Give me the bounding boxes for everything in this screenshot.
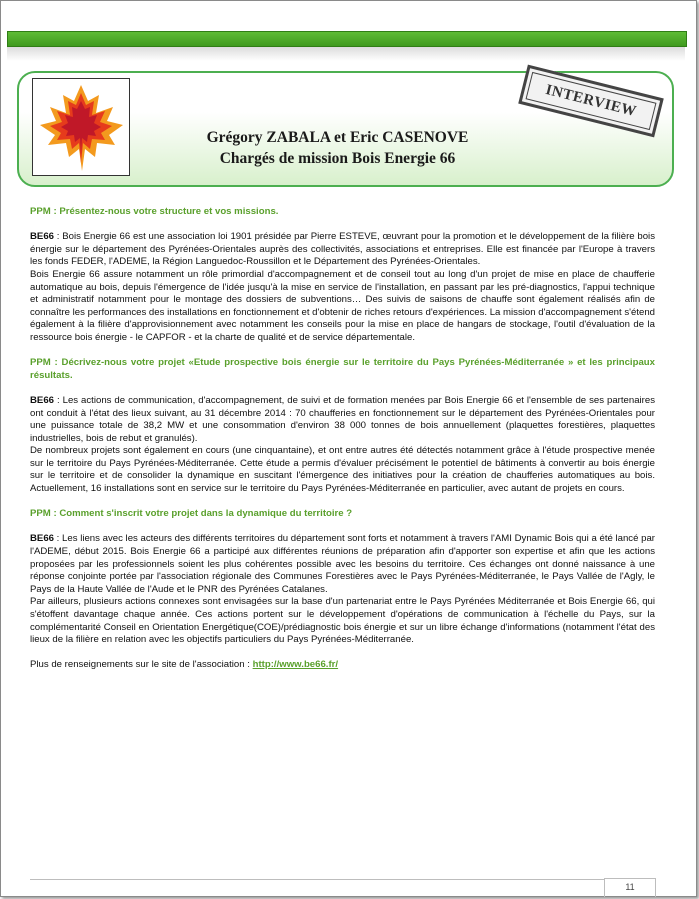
speaker-label: BE66 — [30, 394, 54, 406]
answer-text: Bois Energie 66 assure notamment un rôle primordial d'accompagnement et de conseil tout au long d'un projet de mise en place de chaufferie automatique au bois, depuis l'émergence de l'idée jusqu'à la mise en service de l'installation, en passant par les pré-diagnostics, l'appui technique et administratif notamment pour le montage des dossiers de subventions… Des suivis de saisons de chauffe sont également réalisés afin de connaître les performances des installations en fonctionnement et d'obtenir de riches retours d'expériences. La mission d'accompagnement s'étend également à la filière d'approvisionnement avec notamment les conseils pour la mise en place de hangars de stockage, l'outil d'évaluation de la ressource bois énergie - le CAPFOR - et la charte de qualité et de service départementale. — [30, 268, 655, 343]
answer-2-paragraph-1 — [30, 395, 655, 445]
title-names: Grégory ZABALA et Eric CASENOVE — [206, 129, 469, 146]
speaker-label: BE66 — [30, 533, 54, 545]
maple-leaf-logo-icon — [33, 79, 129, 175]
answer-text: : Bois Energie 66 est une association loi 1901 présidée par Pierre ESTEVE, œuvrant pour la promotion et le développement de la filière bois énergie sur le département des Pyrénées-Orientales auprès des collectivités, associations et entreprises. Elle est financée par l'Europe à travers les fonds FEDER, l'ADEME, la Région Languedoc-Roussillon et le Département des Pyrénées-Orientales. — [30, 231, 655, 268]
answer-1-paragraph-1 — [30, 231, 655, 269]
interview-content — [30, 206, 655, 672]
answer-3-paragraph-2 — [30, 596, 655, 646]
question-1: PPM : Présentez-nous votre structure et vos missions. — [30, 206, 279, 217]
top-green-bar — [7, 31, 687, 47]
page-title — [140, 127, 535, 169]
more-info-text: Plus de renseignements sur le site de l'association : — [30, 659, 253, 671]
answer-text: : Les actions de communication, d'accompagnement, de suivi et de formation menées par Bois Energie 66 et l'ensemble de ses partenaires ont conduit à l'état des lieux suivant, au 31 décembre 2014 : 70 chaufferies en fonctionnement sur le département des Pyrénées-Orientales pour une puissance totale de 38,2 MW et une consommation d'environ 38 000 tonnes de bois annuellement (plaquettes forestières, plaquettes industrielles, bois de rebut et granulés). — [30, 394, 655, 444]
speaker-label: BE66 — [30, 231, 54, 243]
interview-stamp-label: INTERVIEW — [526, 72, 657, 130]
association-website-link[interactable]: http://www.be66.fr/ — [252, 659, 339, 671]
footer-divider — [30, 879, 605, 880]
more-info-line — [30, 659, 655, 672]
question-2: PPM : Décrivez-nous votre projet «Etude prospective bois énergie sur le territoire du Pays Pyrénées-Méditerranée » et les principaux résultats. — [30, 357, 655, 381]
title-role: Chargés de mission Bois Energie 66 — [219, 150, 456, 167]
answer-1-paragraph-2 — [30, 269, 655, 345]
question-3: PPM : Comment s'inscrit votre projet dans la dynamique du territoire ? — [30, 508, 353, 520]
bois-energie-logo — [32, 78, 130, 176]
answer-3-paragraph-1 — [30, 533, 655, 596]
answer-2-paragraph-2 — [30, 445, 655, 495]
answer-text: De nombreux projets sont également en cours (une cinquantaine), et ont entre autres été détectés notamment grâce à l'étude prospective menée sur le territoire du Pays Pyrénées-Méditerranée. Cette étude a permis d'évaluer précisément le potentiel de bâtiments à convertir au bois énergie sur le territoire et de consolider la dynamique en suscitant l'émergence des initiatives pour la création de chaufferies automatiques au bois. Actuellement, 16 installations sont en service sur le territoire du Pays Pyrénées-Méditerranée en particulier, avec autant de projets en cours. — [30, 445, 655, 495]
answer-text: : Les liens avec les acteurs des différents territoires du département sont forts et notamment à travers l'AMI Dynamic Bois qui a été lancé par l'ADEME, début 2015. Bois Energie 66 a participé aux différentes réunions de préparation afin d'apporter son expertise et afin que les actions proposées par les professionnels soient les plus cohérentes possible avec les besoins du territoire. Ces échanges ont donné naissance à une réponse conjointe portée par l'association régionale des Communes Forestières avec le Pays Pyrénées-Méditerranée, le Pays Vallée de l'Agly, le Pays de la Haute Vallée de l'Aude et le PNR des Pyrénées Catalanes. — [30, 533, 655, 595]
top-bar-shadow — [7, 47, 685, 61]
page-number: 11 — [604, 878, 656, 897]
answer-text: Par ailleurs, plusieurs actions connexes sont envisagées sur la base d'un partenariat entre le Pays Pyrénées Méditerranée et Bois Energie 66, qui s'étoffent davantage chaque année. Ces actions portent sur le développement d'opérations de communication à l'échelle du Pays, sur la complémentarité Conseil en Orientation Energétique(COE)/prédiagnostic bois énergie et sur un libre échange d'informations (notamment l'état des lieux de la filière en relation avec les objectifs particuliers du Pays Pyrénées-Méditerranée. — [30, 596, 655, 646]
